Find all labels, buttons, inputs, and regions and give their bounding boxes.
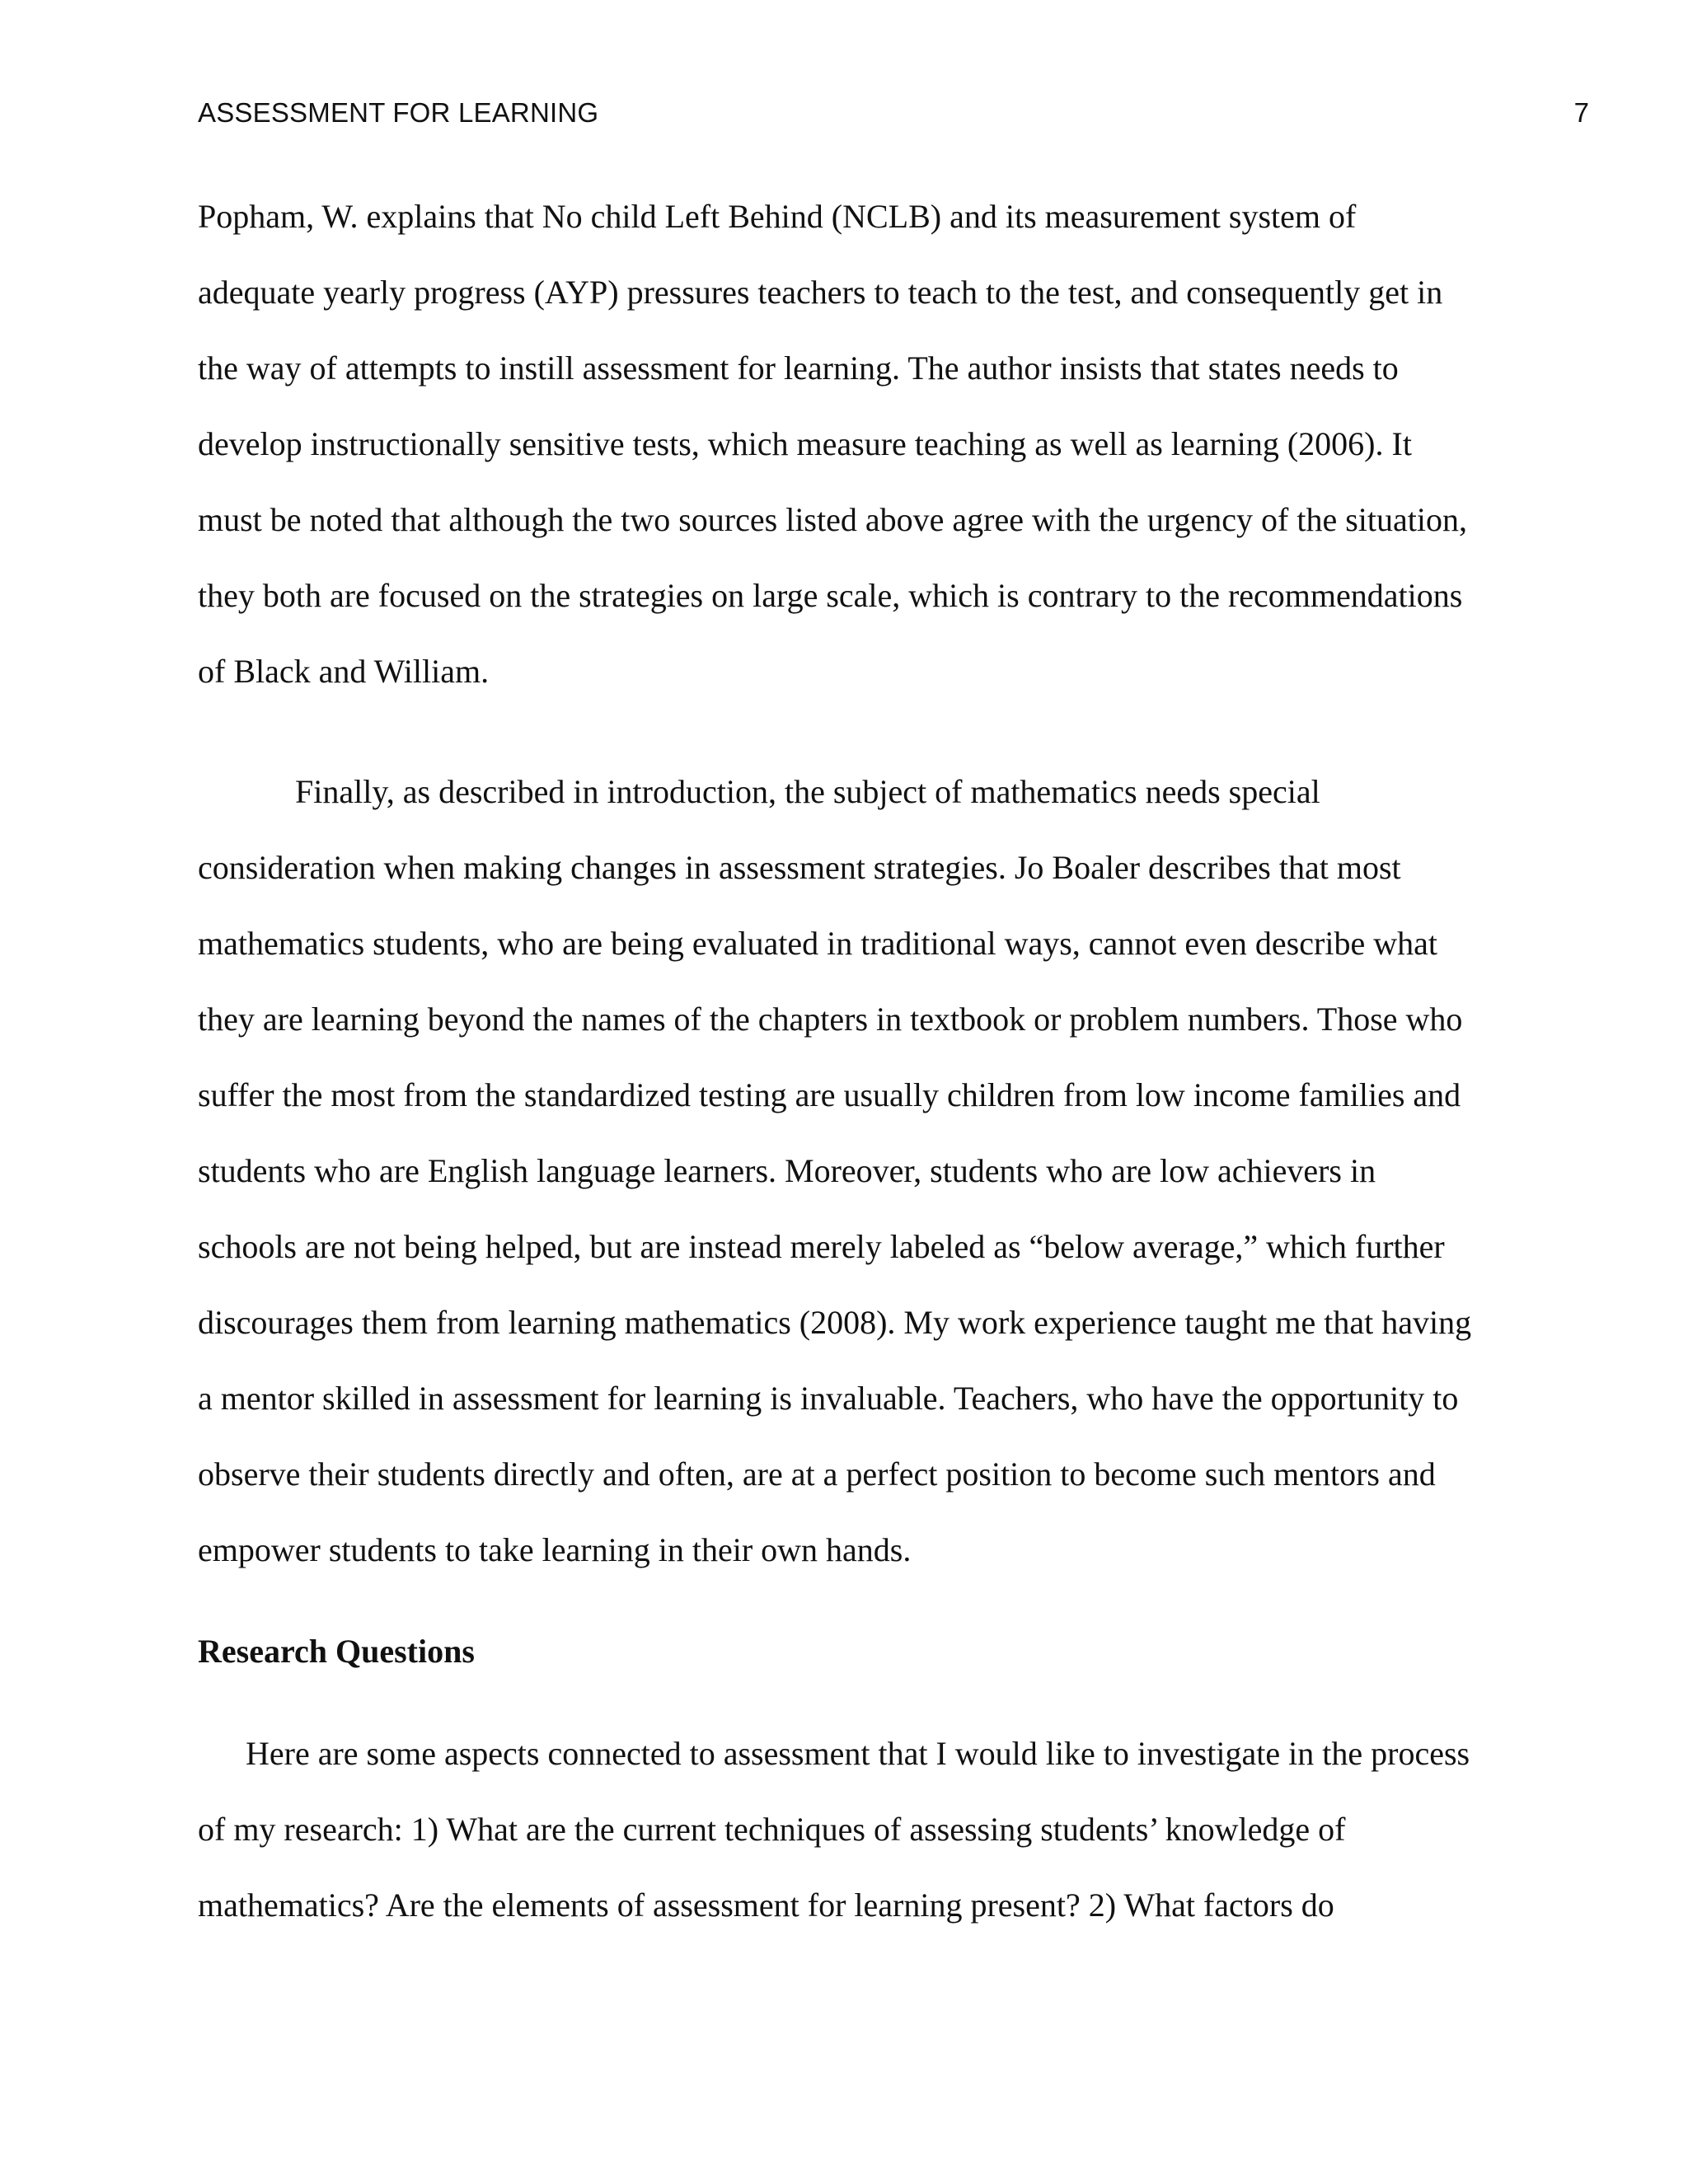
paragraph-line: they both are focused on the strategies on large scale, which is contrary to the recommendations [198,577,1463,614]
paragraph-line: suffer the most from the standardized testing are usually children from low income families and [198,1076,1461,1113]
paragraph-line: Finally, as described in introduction, the subject of mathematics needs special [295,773,1320,810]
paragraph-line: develop instructionally sensitive tests, which measure teaching as well as learning (2006). It [198,425,1412,462]
paragraph-line: of my research: 1) What are the current techniques of assessing students’ knowledge of [198,1811,1346,1848]
section-heading: Research Questions [198,1633,475,1670]
paragraph-line: mathematics? Are the elements of assessment for learning present? 2) What factors do [198,1886,1334,1924]
paragraph-line: consideration when making changes in assessment strategies. Jo Boaler describes that most [198,849,1401,886]
paragraph-mathematics [198,754,1496,1588]
paragraph-line: they are learning beyond the names of the chapters in textbook or problem numbers. Those who [198,1001,1463,1038]
paragraph-line: students who are English language learners. Moreover, students who are low achievers in [198,1152,1376,1189]
paragraph-line: mathematics students, who are being evaluated in traditional ways, cannot even describe what [198,925,1437,962]
paragraph-line: Here are some aspects connected to assessment that I would like to investigate in the process [246,1735,1470,1772]
paragraph-line: the way of attempts to instill assessment for learning. The author insists that states needs to [198,349,1399,387]
paragraph-line: adequate yearly progress (AYP) pressures teachers to teach to the test, and consequently get in [198,274,1443,311]
paragraph-line: must be noted that although the two sources listed above agree with the urgency of the situation, [198,501,1467,538]
paragraph-line: Popham, W. explains that No child Left Behind (NCLB) and its measurement system of [198,198,1357,235]
paragraph-research-questions [198,1716,1496,1943]
paragraph-line: empower students to take learning in their own hands. [198,1531,912,1568]
paragraph-line: a mentor skilled in assessment for learning is invaluable. Teachers, who have the opportunity to [198,1380,1459,1417]
page-number: 7 [1573,97,1589,128]
paragraph-popham [198,179,1496,710]
paragraph-line: of Black and William. [198,653,490,690]
paragraph-line: schools are not being helped, but are instead merely labeled as “below average,” which further [198,1228,1445,1265]
paragraph-line: discourages them from learning mathematics (2008). My work experience taught me that having [198,1304,1472,1341]
paragraph-line: observe their students directly and often, are at a perfect position to become such mentors and [198,1455,1436,1493]
running-head: ASSESSMENT FOR LEARNING [198,97,599,128]
